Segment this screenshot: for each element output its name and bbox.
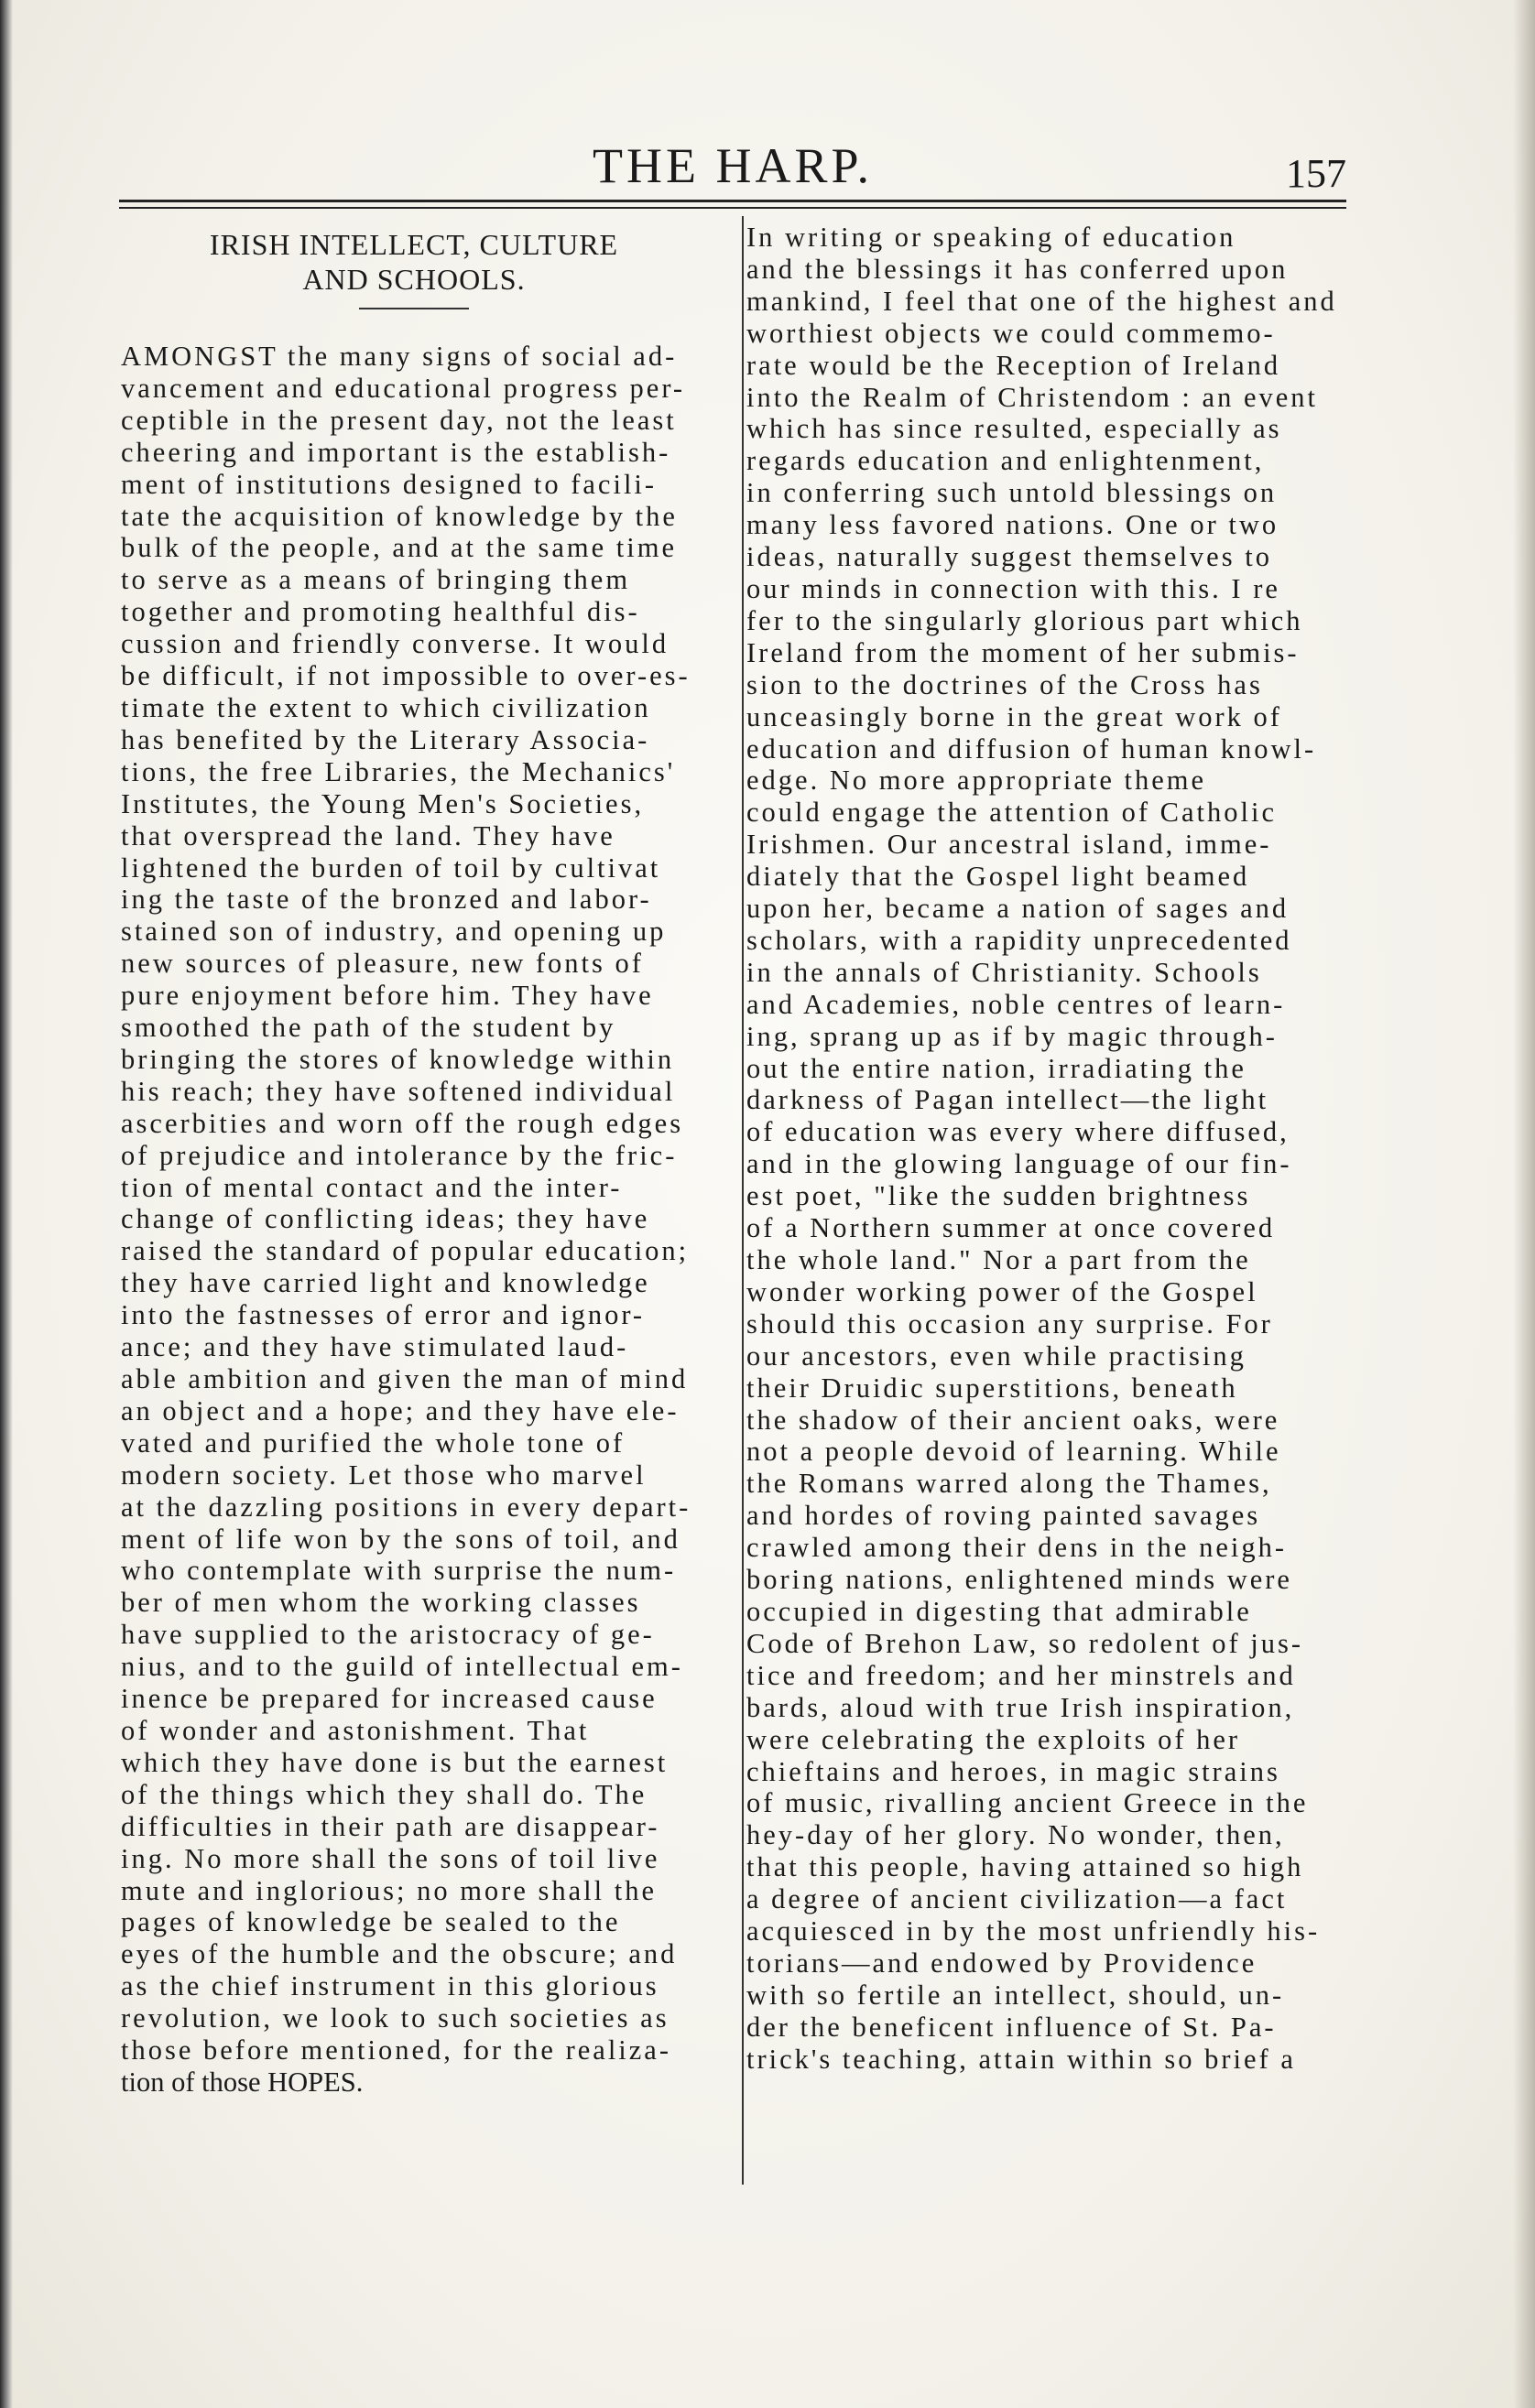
text-line: Irishmen. Our ancestral island, imme-	[746, 829, 1272, 861]
text-line: into the fastnesses of error and ignor-	[121, 1299, 646, 1331]
text-line: tion of mental contact and the inter-	[121, 1171, 623, 1203]
text-line: regards education and enlightenment,	[746, 445, 1265, 477]
text-line: vancement and educational progress per-	[121, 372, 686, 404]
text-line: Ireland from the moment of her submis-	[746, 636, 1300, 668]
text-line: wonder working power of the Gospel	[746, 1275, 1258, 1307]
text-line: bringing the stores of knowledge within	[121, 1043, 675, 1075]
text-line: worthiest objects we could commemo-	[746, 317, 1276, 349]
text-line: chieftains and heroes, in magic strains	[746, 1755, 1280, 1787]
text-line: cheering and important is the establish-	[121, 436, 671, 468]
text-line: pages of knowledge be sealed to the	[121, 1906, 621, 1938]
article-title	[121, 227, 707, 297]
text-line: der the beneficent influence of St. Pa-	[746, 2011, 1277, 2043]
text-line: and hordes of roving painted savages	[746, 1500, 1261, 1532]
text-line: darkness of Pagan intellect—the light	[746, 1084, 1269, 1116]
text-line: into the Realm of Christendom : an event	[746, 381, 1318, 413]
text-line: timate the extent to which civilization	[121, 691, 651, 723]
text-line: of education was every where diffused,	[746, 1116, 1290, 1148]
text-line: ing. No more shall the sons of toil live	[121, 1842, 660, 1874]
text-line: bards, aloud with true Irish inspiration,	[746, 1691, 1295, 1723]
scan-right-edge	[1513, 0, 1535, 2408]
text-line: crawled among their dens in the neigh-	[746, 1532, 1287, 1564]
left-column	[121, 222, 707, 2099]
text-line: In writing or speaking of education	[746, 222, 1236, 253]
text-line: tate the acquisition of knowledge by the	[121, 500, 678, 532]
scan-left-edge	[0, 0, 13, 2408]
text-line: sion to the doctrines of the Cross has	[746, 668, 1263, 700]
header-rule	[119, 200, 1346, 202]
text-line: upon her, became a nation of sages and	[746, 893, 1290, 925]
text-line: mankind, I feel that one of the highest and	[746, 285, 1337, 317]
text-line: eyes of the humble and the obscure; and	[121, 1938, 678, 1970]
text-line: new sources of pleasure, new fonts of	[121, 948, 644, 980]
text-line: ing the taste of the bronzed and labor-	[121, 884, 652, 916]
text-line: ment of life won by the sons of toil, and	[121, 1523, 680, 1555]
text-line: our ancestors, even while practising	[746, 1340, 1247, 1372]
text-line: of music, rivalling ancient Greece in the	[746, 1787, 1309, 1819]
text-line: education and diffusion of human knowl-	[746, 732, 1317, 765]
text-line: to serve as a means of bringing them	[121, 564, 631, 596]
title-rule	[359, 308, 469, 309]
text-line: that this people, having attained so high	[746, 1851, 1304, 1883]
right-column	[746, 222, 1358, 2076]
text-line: the whole land." Nor a part from the	[746, 1244, 1251, 1275]
text-line: ceptible in the present day, not the least	[121, 404, 677, 436]
text-line: pure enjoyment before him. They have	[121, 980, 654, 1012]
text-line: occupied in digesting that admirable	[746, 1595, 1252, 1627]
text-line: as the chief instrument in this glorious	[121, 1970, 659, 2002]
text-line: boring nations, enlightened minds were	[746, 1564, 1292, 1596]
text-line: at the dazzling positions in every depart-	[121, 1491, 691, 1523]
text-line: rate would be the Reception of Ireland	[746, 349, 1281, 381]
text-line: and Academies, noble centres of learn-	[746, 988, 1286, 1020]
text-line: their Druidic superstitions, beneath	[746, 1372, 1238, 1404]
text-line: and in the glowing language of our fin-	[746, 1148, 1292, 1180]
text-line: est poet, "like the sudden brightness	[746, 1180, 1251, 1212]
text-line: mute and inglorious; no more shall the	[121, 1874, 657, 1906]
text-line: diately that the Gospel light beamed	[746, 861, 1250, 893]
masthead: THE HARP.	[592, 138, 874, 193]
text-line: could engage the attention of Catholic	[746, 797, 1277, 829]
text-line: difficulties in their path are disappear-	[121, 1810, 660, 1842]
text-line: cussion and friendly converse. It would	[121, 628, 670, 660]
text-line: which has since resulted, especially as	[746, 413, 1282, 445]
text-line: together and promoting healthful dis-	[121, 596, 640, 628]
article-title-line: IRISH INTELLECT, CULTURE	[209, 228, 619, 261]
text-line: able ambition and given the man of mind	[121, 1363, 689, 1394]
text-line: nius, and to the guild of intellectual em-	[121, 1651, 683, 1683]
text-line: has benefited by the Literary Associa-	[121, 723, 650, 755]
text-line: ance; and they have stimulated laud-	[121, 1331, 629, 1363]
page-number: 157	[1286, 151, 1346, 196]
text-line: those before mentioned, for the realiza-	[121, 2034, 672, 2066]
text-line: in conferring such untold blessings on	[746, 477, 1278, 509]
text-line: have supplied to the aristocracy of ge-	[121, 1619, 655, 1651]
text-line: torians—and endowed by Providence	[746, 1947, 1257, 1979]
text-line: of the things which they shall do. The	[121, 1778, 648, 1810]
text-line: that overspread the land. They have	[121, 819, 615, 851]
text-line: ment of institutions designed to facili-	[121, 468, 658, 500]
text-line: in the annals of Christianity. Schools	[746, 956, 1262, 988]
header-rule-thin	[119, 207, 1346, 209]
text-line: ideas, naturally suggest themselves to	[746, 541, 1272, 573]
text-line: Institutes, the Young Men's Societies,	[121, 787, 645, 819]
text-line: of prejudice and intolerance by the fric-	[121, 1139, 678, 1171]
text-line: of wonder and astonishment. That	[121, 1714, 590, 1746]
text-line: bulk of the people, and at the same time	[121, 532, 678, 564]
text-line: trick's teaching, attain within so brief a	[746, 2043, 1296, 2075]
text-line: a degree of ancient civilization—a fact	[746, 1883, 1288, 1915]
text-line: which they have done is but the earnest	[121, 1746, 669, 1778]
text-line: not a people devoid of learning. While	[746, 1436, 1281, 1468]
text-line: who contemplate with surprise the num-	[121, 1555, 677, 1587]
text-line: many less favored nations. One or two	[746, 509, 1279, 541]
text-line: AMONGST the many signs of social ad-	[121, 341, 678, 372]
text-line: tice and freedom; and her minstrels and	[746, 1659, 1296, 1691]
text-line: were celebrating the exploits of her	[746, 1723, 1241, 1755]
text-line: tion of those HOPES.	[121, 2066, 364, 2098]
text-line: modern society. Let those who marvel	[121, 1459, 647, 1491]
text-line: an object and a hope; and they have ele-	[121, 1394, 680, 1426]
right-column-text	[746, 222, 1358, 2076]
page-header	[119, 137, 1346, 201]
text-line: his reach; they have softened individual	[121, 1075, 676, 1107]
text-line: unceasingly borne in the great work of	[746, 700, 1282, 732]
text-line: our minds in connection with this. I re	[746, 572, 1280, 604]
text-line: ber of men whom the working classes	[121, 1587, 641, 1619]
left-column-text	[121, 341, 707, 2099]
text-line: hey-day of her glory. No wonder, then,	[746, 1819, 1285, 1851]
text-line: vated and purified the whole tone of	[121, 1426, 626, 1459]
text-line: be difficult, if not impossible to over-es-	[121, 660, 691, 692]
text-line: raised the standard of popular education;	[121, 1235, 690, 1267]
text-line: and the blessings it has conferred upon	[746, 253, 1289, 285]
text-line: smoothed the path of the student by	[121, 1012, 616, 1044]
text-line: change of conflicting ideas; they have	[121, 1203, 650, 1235]
text-line: lightened the burden of toil by cultivat	[121, 851, 661, 884]
text-line: revolution, we look to such societies as	[121, 2002, 670, 2034]
text-line: fer to the singularly glorious part which	[746, 604, 1303, 636]
text-line: should this occasion any surprise. For	[746, 1307, 1273, 1340]
text-line: edge. No more appropriate theme	[746, 765, 1207, 797]
text-line: inence be prepared for increased cause	[121, 1683, 658, 1715]
article-title-line: AND SCHOOLS.	[302, 263, 526, 296]
text-line: the shadow of their ancient oaks, were	[746, 1404, 1280, 1436]
text-line: stained son of industry, and opening up	[121, 916, 667, 948]
text-line: tions, the free Libraries, the Mechanics'	[121, 755, 676, 787]
text-line: they have carried light and knowledge	[121, 1267, 650, 1299]
text-line: out the entire nation, irradiating the	[746, 1052, 1247, 1084]
text-line: scholars, with a rapidity unprecedented	[746, 924, 1292, 956]
text-line: ing, sprang up as if by magic through-	[746, 1020, 1278, 1052]
text-line: of a Northern summer at once covered	[746, 1212, 1276, 1244]
column-divider	[742, 216, 744, 2185]
text-line: the Romans warred along the Thames,	[746, 1468, 1272, 1500]
text-line: Code of Brehon Law, so redolent of jus-	[746, 1627, 1303, 1659]
text-line: with so fertile an intellect, should, un-	[746, 1979, 1285, 2011]
text-line: ascerbities and worn off the rough edges	[121, 1107, 684, 1139]
text-line: acquiesced in by the most unfriendly his-	[746, 1915, 1321, 1947]
